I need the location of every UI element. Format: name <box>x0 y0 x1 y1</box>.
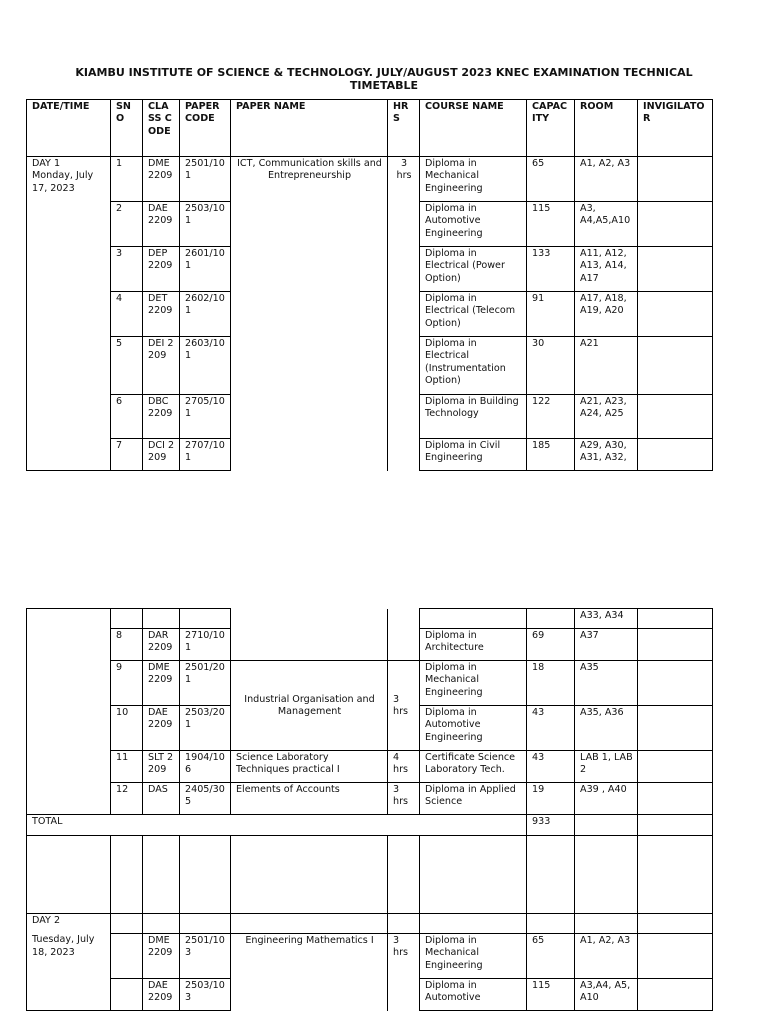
table-row <box>27 157 713 202</box>
day-cell <box>27 609 111 815</box>
capacity-cell: 43 <box>527 706 575 751</box>
class-code-cell: DAE 2209 <box>143 202 180 247</box>
paper-code-cell: 2602/101 <box>180 292 231 337</box>
header-paper-code: PAPER CODE <box>180 100 231 157</box>
course-name-cell: Diploma in Electrical (Power Option) <box>420 247 527 292</box>
invigilator-cell <box>638 934 713 979</box>
sno-cell: 12 <box>111 783 143 815</box>
paper-code-cell: 1904/106 <box>180 751 231 783</box>
capacity-cell: 185 <box>527 439 575 471</box>
class-code-cell: DME 2209 <box>143 934 180 979</box>
paper-code-cell: 2705/101 <box>180 395 231 439</box>
blank-cell <box>420 836 527 914</box>
paper-code-cell: 2601/101 <box>180 247 231 292</box>
paper-code-cell: 2707/101 <box>180 439 231 471</box>
class-code-cell: DCI 2209 <box>143 439 180 471</box>
sno-cell <box>111 934 143 979</box>
hrs-cell: 3 hrs <box>388 157 420 471</box>
course-name-cell: Diploma in Mechanical Engineering <box>420 157 527 202</box>
class-code-cell: SLT 2209 <box>143 751 180 783</box>
table-row <box>27 751 713 783</box>
header-datetime: DATE/TIME <box>27 100 111 157</box>
invigilator-cell <box>638 395 713 439</box>
invigilator-cell <box>638 337 713 395</box>
capacity-cell: 69 <box>527 629 575 661</box>
header-course-name: COURSE NAME <box>420 100 527 157</box>
hrs-cell: 3 hrs <box>388 661 420 751</box>
day-date: Monday, July 17, 2023 <box>32 170 94 194</box>
course-name-cell <box>420 914 527 934</box>
header-class-code: CLASS CODE <box>143 100 180 157</box>
capacity-cell: 133 <box>527 247 575 292</box>
day-cell <box>27 157 111 471</box>
header-hrs: HRS <box>388 100 420 157</box>
course-name-cell: Diploma in Architecture <box>420 629 527 661</box>
invigilator-cell <box>638 202 713 247</box>
invigilator-cell <box>638 629 713 661</box>
blank-cell <box>638 836 713 914</box>
paper-code-cell: 2503/103 <box>180 979 231 1011</box>
course-name-cell: Diploma in Electrical (Telecom Option) <box>420 292 527 337</box>
course-name-cell: Diploma in Mechanical Engineering <box>420 661 527 706</box>
invigilator-cell <box>638 751 713 783</box>
table-row <box>27 783 713 815</box>
capacity-cell: 115 <box>527 202 575 247</box>
invigilator-cell <box>638 292 713 337</box>
paper-code-cell: 2503/201 <box>180 706 231 751</box>
sno-cell <box>111 914 143 934</box>
paper-code-cell: 2501/103 <box>180 934 231 979</box>
class-code-cell: DBC 2209 <box>143 395 180 439</box>
paper-code-cell: 2501/201 <box>180 661 231 706</box>
room-cell: A17, A18, A19, A20 <box>575 292 638 337</box>
invigilator-cell <box>638 247 713 292</box>
paper-code-cell: 2503/101 <box>180 202 231 247</box>
room-cell: A35, A36 <box>575 706 638 751</box>
timetable-part-2 <box>26 608 713 1011</box>
room-cell <box>575 815 638 836</box>
blank-cell <box>575 836 638 914</box>
class-code-cell: DEP 2209 <box>143 247 180 292</box>
header-invigilator: INVIGILATOR <box>638 100 713 157</box>
invigilator-cell <box>638 914 713 934</box>
room-cell: A3, A4,A5,A10 <box>575 202 638 247</box>
header-sno: SNO <box>111 100 143 157</box>
table-row <box>27 609 713 629</box>
capacity-cell: 43 <box>527 751 575 783</box>
sno-cell: 10 <box>111 706 143 751</box>
capacity-cell <box>527 609 575 629</box>
capacity-cell: 122 <box>527 395 575 439</box>
paper-name-cell: Engineering Mathematics I <box>231 934 388 1011</box>
paper-name-cell <box>231 914 388 934</box>
invigilator-cell <box>638 979 713 1011</box>
room-cell: A3,A4, A5, A10 <box>575 979 638 1011</box>
course-name-cell: Diploma in Applied Science <box>420 783 527 815</box>
header-capacity: CAPACITY <box>527 100 575 157</box>
class-code-cell: DME 2209 <box>143 661 180 706</box>
course-name-cell: Certificate Science Laboratory Tech. <box>420 751 527 783</box>
day-label: DAY 2 <box>32 915 61 926</box>
paper-name-cell: Elements of Accounts <box>231 783 388 815</box>
course-name-cell: Diploma in Automotive <box>420 979 527 1011</box>
paper-name-cell: Science Laboratory Techniques practical I <box>231 751 388 783</box>
blank-cell <box>143 836 180 914</box>
paper-code-cell <box>180 914 231 934</box>
sno-cell: 8 <box>111 629 143 661</box>
course-name-cell: Diploma in Automotive Engineering <box>420 202 527 247</box>
room-cell: A37 <box>575 629 638 661</box>
sno-cell: 6 <box>111 395 143 439</box>
day-date: Tuesday, July 18, 2023 <box>32 934 95 958</box>
course-name-cell: Diploma in Mechanical Engineering <box>420 934 527 979</box>
paper-code-cell: 2405/305 <box>180 783 231 815</box>
course-name-cell <box>420 609 527 629</box>
room-cell: LAB 1, LAB 2 <box>575 751 638 783</box>
sno-cell: 11 <box>111 751 143 783</box>
sno-cell: 7 <box>111 439 143 471</box>
room-cell: A1, A2, A3 <box>575 934 638 979</box>
capacity-cell: 65 <box>527 157 575 202</box>
invigilator-cell <box>638 609 713 629</box>
course-name-cell: Diploma in Civil Engineering <box>420 439 527 471</box>
capacity-cell: 19 <box>527 783 575 815</box>
blank-cell <box>27 836 111 914</box>
class-code-cell: DET 2209 <box>143 292 180 337</box>
blank-cell <box>388 836 420 914</box>
invigilator-cell <box>638 706 713 751</box>
capacity-cell: 115 <box>527 979 575 1011</box>
blank-row <box>27 836 713 914</box>
room-cell: A39 , A40 <box>575 783 638 815</box>
sno-cell: 1 <box>111 157 143 202</box>
class-code-cell: DAR 2209 <box>143 629 180 661</box>
room-cell: A11, A12, A13, A14, A17 <box>575 247 638 292</box>
paper-name-cell <box>231 609 388 661</box>
course-name-cell: Diploma in Building Technology <box>420 395 527 439</box>
invigilator-cell <box>638 815 713 836</box>
room-cell: A1, A2, A3 <box>575 157 638 202</box>
sno-cell: 9 <box>111 661 143 706</box>
capacity-cell <box>527 914 575 934</box>
hrs-cell: 3 hrs <box>388 934 420 1011</box>
hrs-cell <box>388 914 420 934</box>
room-cell: A21, A23, A24, A25 <box>575 395 638 439</box>
paper-code-cell: 2603/101 <box>180 337 231 395</box>
class-code-cell <box>143 914 180 934</box>
paper-code-cell: 2501/101 <box>180 157 231 202</box>
paper-name-cell: ICT, Communication skills and Entrepreneurship <box>231 157 388 471</box>
table-row <box>27 914 713 934</box>
class-code-cell <box>143 609 180 629</box>
total-label: TOTAL <box>27 815 527 836</box>
paper-code-cell <box>180 609 231 629</box>
class-code-cell: DME 2209 <box>143 157 180 202</box>
timetable-part-1 <box>26 99 713 471</box>
course-name-cell: Diploma in Automotive Engineering <box>420 706 527 751</box>
invigilator-cell <box>638 783 713 815</box>
sno-cell: 5 <box>111 337 143 395</box>
capacity-cell: 65 <box>527 934 575 979</box>
document-title: KIAMBU INSTITUTE OF SCIENCE & TECHNOLOGY. JULY/AUGUST 2023 KNEC EXAMINATION TECHNICAL TIMETABLE <box>75 66 693 92</box>
header-row <box>27 100 713 157</box>
capacity-cell: 30 <box>527 337 575 395</box>
room-cell <box>575 914 638 934</box>
blank-cell <box>527 836 575 914</box>
sno-cell: 3 <box>111 247 143 292</box>
class-code-cell: DAE 2209 <box>143 706 180 751</box>
hrs-cell: 4 hrs <box>388 751 420 783</box>
class-code-cell: DEI 2209 <box>143 337 180 395</box>
invigilator-cell <box>638 439 713 471</box>
day-cell <box>27 914 111 1011</box>
sno-cell: 4 <box>111 292 143 337</box>
sno-cell <box>111 609 143 629</box>
class-code-cell: DAE 2209 <box>143 979 180 1011</box>
invigilator-cell <box>638 157 713 202</box>
room-cell: A21 <box>575 337 638 395</box>
course-name-cell: Diploma in Electrical (Instrumentation Option) <box>420 337 527 395</box>
invigilator-cell <box>638 661 713 706</box>
day-label: DAY 1 <box>32 158 61 169</box>
header-paper-name: PAPER NAME <box>231 100 388 157</box>
room-cell: A33, A34 <box>575 609 638 629</box>
total-capacity: 933 <box>527 815 575 836</box>
blank-cell <box>111 836 143 914</box>
room-cell: A29, A30, A31, A32, <box>575 439 638 471</box>
table-row <box>27 661 713 706</box>
hrs-cell: 3 hrs <box>388 783 420 815</box>
sno-cell <box>111 979 143 1011</box>
paper-name-cell: Industrial Organisation and Management <box>231 661 388 751</box>
class-code-cell: DAS <box>143 783 180 815</box>
table-row <box>27 934 713 979</box>
room-cell: A35 <box>575 661 638 706</box>
sno-cell: 2 <box>111 202 143 247</box>
blank-cell <box>231 836 388 914</box>
capacity-cell: 18 <box>527 661 575 706</box>
paper-code-cell: 2710/101 <box>180 629 231 661</box>
header-room: ROOM <box>575 100 638 157</box>
total-row <box>27 815 713 836</box>
hrs-cell <box>388 609 420 661</box>
blank-cell <box>180 836 231 914</box>
capacity-cell: 91 <box>527 292 575 337</box>
